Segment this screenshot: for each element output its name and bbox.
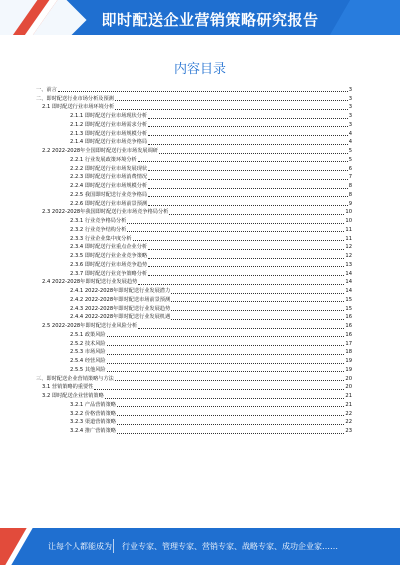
toc-entry-label: 2.2.1 行业发展政策环境分析: [70, 156, 137, 163]
toc-leader-dots: [133, 240, 345, 241]
toc-entry[interactable]: [36, 94, 352, 103]
toc-leader-dots: [107, 336, 345, 337]
toc-leader-dots: [138, 328, 344, 329]
toc-entry-page: 3: [348, 86, 352, 93]
toc-entry-label: 2.1.3 即时配送行业市场规模分析: [70, 130, 148, 137]
toc-leader-dots: [171, 310, 344, 311]
header-banner: [0, 0, 400, 35]
toc-leader-dots: [148, 118, 348, 119]
toc-entry[interactable]: [36, 251, 352, 260]
toc-entry-label: 2.1.4 即时配送行业市场竞争格局: [70, 139, 148, 146]
toc-entry-page: 12: [345, 244, 352, 251]
toc-entry-label: 2.4.1 2022-2028年即时配送行业发展潜力: [70, 288, 171, 294]
toc-entry-page: 7: [348, 174, 352, 181]
toc-leader-dots: [148, 205, 348, 206]
toc-leader-dots: [148, 275, 344, 276]
toc-entry-label: 2.2.6 即时配送行业市场前景预测: [70, 200, 148, 207]
toc-entry-page: 14: [345, 288, 352, 294]
toc-entry-label: 2.3.6 即时配送行业市场竞争趋势: [70, 261, 148, 268]
toc-entry-label: 2.3.3 行业企业集中度分析: [70, 235, 132, 242]
toc-entry-page: 4: [348, 130, 352, 137]
toc-entry-page: 3: [348, 104, 352, 111]
toc-leader-dots: [117, 415, 344, 416]
toc-entry[interactable]: [36, 348, 352, 357]
toc-entry-page: 20: [345, 384, 352, 391]
toc-entry-page: 13: [345, 261, 352, 268]
toc-entry-page: 15: [345, 305, 352, 312]
toc-leader-dots: [148, 179, 348, 180]
toc-leader-dots: [169, 214, 344, 215]
toc-entry[interactable]: [36, 374, 352, 383]
toc-entry[interactable]: [36, 181, 352, 190]
toc-entry-label: 2.2.2 即时配送行业市场发展现状: [70, 165, 148, 172]
toc-entry-page: 3: [348, 95, 352, 102]
toc-entry[interactable]: [36, 278, 352, 287]
footer-divider: [113, 539, 114, 553]
toc-entry[interactable]: [36, 356, 352, 365]
toc-leader-dots: [115, 100, 348, 101]
toc-entry-page: 8: [348, 191, 352, 198]
toc-entry-page: 22: [345, 410, 352, 417]
toc-leader-dots: [171, 319, 344, 320]
toc-entry[interactable]: [36, 164, 352, 173]
toc-entry-page: 21: [345, 401, 352, 408]
toc-entry-label: 3.1 营销策略的重要性: [42, 384, 94, 391]
toc-leader-dots: [148, 144, 348, 145]
toc-entry[interactable]: [36, 129, 352, 138]
toc-entry-page: 5: [348, 156, 352, 163]
toc-entry[interactable]: [36, 321, 352, 330]
toc-entry[interactable]: [36, 216, 352, 225]
toc-entry-label: 二、即时配送行业市场分析及预测: [36, 95, 114, 102]
toc-entry-page: 18: [345, 349, 352, 356]
toc-leader-dots: [94, 389, 344, 390]
toc-entry-label: 2.5.2 技术风险: [70, 340, 106, 347]
toc-entry[interactable]: [36, 146, 352, 155]
toc-heading: 内容目录: [173, 62, 226, 77]
toc-entry[interactable]: [36, 426, 352, 435]
toc-entry[interactable]: [36, 208, 352, 217]
toc-entry-page: 17: [345, 340, 352, 347]
toc-entry-page: 10: [345, 209, 352, 216]
toc-leader-dots: [138, 161, 348, 162]
toc-entry[interactable]: [36, 339, 352, 348]
toc-leader-dots: [148, 249, 344, 250]
toc-entry-page: 11: [345, 235, 352, 242]
toc-entry[interactable]: [36, 286, 352, 295]
toc-entry-page: 5: [348, 148, 352, 154]
toc-entry[interactable]: [36, 111, 352, 120]
footer-slogan: 让每个人都能成为: [48, 542, 112, 551]
toc-entry-page: 12: [345, 253, 352, 259]
toc-entry-page: 6: [348, 165, 352, 172]
toc-entry-label: 2.4.3 2022-2028年即时配送行业发展趋势: [70, 305, 171, 312]
toc-entry[interactable]: [36, 383, 352, 392]
toc-entry[interactable]: [36, 190, 352, 199]
toc-leader-dots: [148, 135, 348, 136]
toc-leader-dots: [107, 345, 345, 346]
toc-entry-label: 2.5 2022-2028年即时配送行业风险分析: [42, 323, 138, 329]
footer-banner: [0, 528, 400, 565]
toc-entry-label: 2.5.5 其他风险: [70, 366, 106, 373]
toc-entry[interactable]: [36, 103, 352, 112]
toc-entry-label: 2.3.7 即时配送行业竞争策略分析: [70, 270, 148, 277]
toc-entry-label: 三、即时配送企业营销策略与方法: [36, 375, 114, 382]
toc-entry-page: 19: [345, 366, 352, 373]
toc-leader-dots: [148, 126, 348, 127]
toc-entry[interactable]: [36, 243, 352, 252]
toc-entry-label: 2.4 2022-2028年即时配送行业发展趋势: [42, 279, 138, 286]
toc-entry-page: 20: [345, 375, 352, 382]
toc-entry-label: 2.5.3 市场风险: [70, 349, 106, 356]
toc-entry[interactable]: [36, 330, 352, 339]
toc-entry-page: 14: [345, 270, 352, 277]
toc-entry-label: 3.2.1 产品营销策略: [70, 401, 116, 408]
toc-leader-dots: [148, 196, 348, 197]
toc-entry-page: 19: [345, 358, 352, 364]
toc-entry-label: 2.3 2022-2028年我国即时配送行业市场竞争格局分析: [42, 209, 169, 216]
toc-entry-label: 2.2.4 即时配送行业市场规模分析: [70, 183, 148, 189]
toc-entry[interactable]: [36, 304, 352, 313]
toc-entry-page: 3: [348, 121, 352, 128]
toc-leader-dots: [117, 406, 344, 407]
toc-entry-label: 2.4.2 2022-2028年即时配送市场前景预测: [70, 296, 171, 303]
toc-entry-page: 4: [348, 139, 352, 146]
toc-entry[interactable]: [36, 295, 352, 304]
toc-entry[interactable]: [36, 173, 352, 182]
toc-entry[interactable]: [36, 400, 352, 409]
toc-entry[interactable]: [36, 409, 352, 418]
toc-entry-label: 2.5.1 政策风险: [70, 331, 106, 338]
toc-entry[interactable]: [36, 155, 352, 164]
toc-leader-dots: [138, 284, 344, 285]
toc-entry-label: 2.3.1 行业竞争格局分析: [70, 218, 127, 224]
toc-entry-label: 2.1.2 即时配送行业市场需求分析: [70, 121, 148, 128]
toc-leader-dots: [127, 231, 344, 232]
toc-leader-dots: [117, 433, 344, 434]
toc-entry-page: 16: [345, 331, 352, 338]
toc-entry-label: 2.4.4 2022-2028年即时配送行业发展机遇: [70, 314, 171, 321]
toc-entry-label: 3.2.3 渠道营销策略: [70, 419, 116, 426]
toc-entry-label: 一、前言: [36, 86, 57, 93]
toc-entry-page: 14: [345, 279, 352, 286]
toc-entry[interactable]: [36, 365, 352, 374]
toc-entry-label: 2.3.5 即时配送行业企业竞争策略: [70, 253, 148, 259]
toc-leader-dots: [171, 293, 344, 294]
toc-entry[interactable]: [36, 138, 352, 147]
toc-leader-dots: [105, 398, 345, 399]
toc-entry-page: 11: [345, 226, 352, 233]
toc-entry-label: 3.2 即时配送企业营销策略: [42, 393, 104, 399]
toc-entry-label: 2.1.1 即时配送行业市场现状分析: [70, 113, 148, 119]
toc-entry-page: 9: [348, 200, 352, 207]
toc-entry-label: 2.2 2022-2028年全国即时配送行业市场发展调研: [42, 148, 158, 154]
toc-entry[interactable]: [36, 85, 352, 94]
toc-leader-dots: [58, 91, 348, 92]
toc-leader-dots: [171, 301, 344, 302]
toc-entry-page: 3: [348, 113, 352, 119]
toc-leader-dots: [115, 380, 345, 381]
toc-leader-dots: [107, 363, 345, 364]
toc-entry-page: 23: [345, 428, 352, 434]
toc-entry[interactable]: [36, 199, 352, 208]
toc-entry[interactable]: [36, 269, 352, 278]
table-of-contents: [36, 85, 352, 435]
header-decoration: [330, 0, 400, 35]
toc-entry[interactable]: [36, 260, 352, 269]
toc-leader-dots: [148, 266, 344, 267]
toc-entry[interactable]: [36, 313, 352, 322]
toc-leader-dots: [148, 170, 348, 171]
toc-entry-label: 2.2.3 即时配送行业市场消费情况: [70, 174, 148, 181]
toc-entry[interactable]: [36, 418, 352, 427]
toc-entry-label: 3.2.2 价格营销策略: [70, 410, 116, 417]
toc-entry-page: 15: [345, 296, 352, 303]
toc-leader-dots: [107, 354, 345, 355]
toc-entry-label: 3.2.4 推广营销策略: [70, 428, 116, 434]
toc-entry-label: 2.5.4 经营风险: [70, 358, 106, 364]
toc-entry-page: 8: [348, 183, 352, 189]
toc-entry-page: 16: [345, 323, 352, 329]
toc-entry[interactable]: [36, 234, 352, 243]
toc-entry[interactable]: [36, 120, 352, 129]
toc-leader-dots: [159, 153, 348, 154]
toc-leader-dots: [127, 223, 344, 224]
toc-entry-page: 10: [345, 218, 352, 224]
toc-leader-dots: [148, 188, 348, 189]
toc-leader-dots: [117, 424, 344, 425]
toc-leader-dots: [148, 258, 344, 259]
toc-entry-page: 21: [345, 393, 352, 399]
toc-entry-label: 2.1 即时配送行业市场环境分析: [42, 104, 115, 111]
toc-entry-page: 22: [345, 419, 352, 426]
report-title: 即时配送企业营销策略研究报告: [101, 11, 319, 29]
toc-entry-label: 2.2.5 我国即时配送行业竞争格局: [70, 191, 148, 198]
toc-entry-page: 16: [345, 314, 352, 321]
toc-leader-dots: [115, 109, 348, 110]
footer-tagline: 行业专家、管理专家、营销专家、战略专家、成功企业家……: [122, 542, 338, 551]
toc-entry-label: 2.3.4 即时配送行业重点企业分析: [70, 244, 148, 251]
toc-leader-dots: [107, 371, 345, 372]
toc-entry-label: 2.3.2 行业竞争结构分析: [70, 226, 127, 233]
toc-entry[interactable]: [36, 225, 352, 234]
toc-entry[interactable]: [36, 391, 352, 400]
